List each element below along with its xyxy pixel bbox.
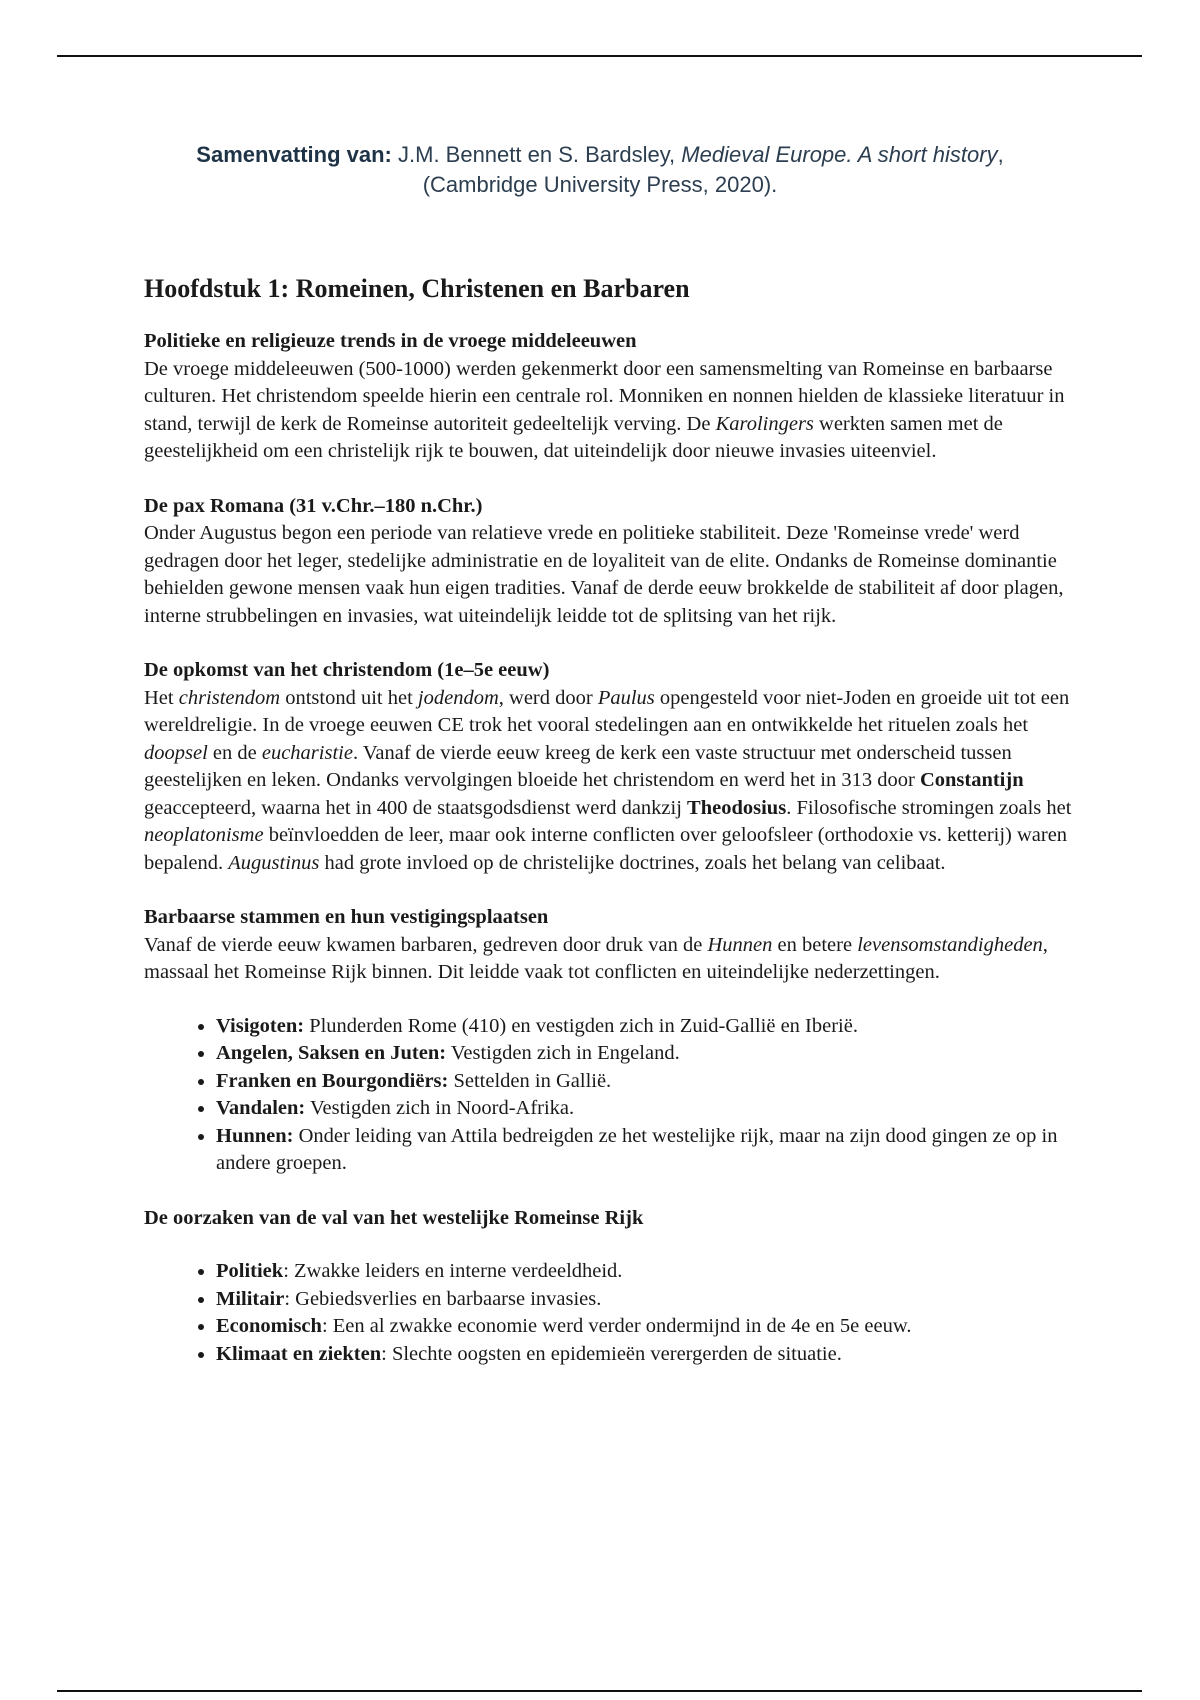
- text-run: : Een al zwakke economie werd verder ondermijnd in de 4e en 5e eeuw.: [321, 1315, 912, 1337]
- list-item: [216, 1341, 1074, 1369]
- text-run: Vanaf de vierde eeuw kwamen barbaren, gedreven door druk van de: [144, 933, 708, 956]
- list-item: [216, 1068, 1074, 1096]
- section-barbarian-tribes: [144, 904, 1074, 1178]
- list-item: [216, 1258, 1074, 1286]
- list-item: [216, 1040, 1074, 1068]
- bold-term: Angelen, Saksen en Juten:: [216, 1042, 447, 1064]
- bold-term: Economisch: [216, 1315, 322, 1337]
- list-item: [216, 1095, 1074, 1123]
- text-run: : Gebiedsverlies en barbaarse invasies.: [284, 1287, 602, 1310]
- list-item: [216, 1313, 1074, 1341]
- top-rule: [57, 55, 1142, 57]
- text-run: Onder leiding van Attila bedreigden ze het westelijke rijk, maar na zijn dood gingen ze op in andere groepen.: [216, 1124, 1058, 1174]
- bold-term: Hunnen:: [216, 1124, 294, 1147]
- bold-term: Theodosius: [687, 796, 787, 819]
- italic-term: levensomstandigheden: [857, 933, 1043, 956]
- document-header: [100, 140, 1100, 200]
- italic-term: christendom: [178, 686, 281, 709]
- list-item: [216, 1013, 1074, 1041]
- bold-term: Franken en Bourgondiërs:: [216, 1069, 449, 1092]
- text-run: en de: [207, 741, 262, 764]
- section-heading: Politieke en religieuze trends in de vroege middeleeuwen: [144, 330, 637, 352]
- section-political-trends: [144, 328, 1074, 466]
- bold-term: Visigoten:: [216, 1014, 305, 1037]
- bold-term: Klimaat en ziekten: [216, 1342, 382, 1365]
- section-heading: Barbaarse stammen en hun vestigingsplaatsen: [144, 906, 549, 928]
- text-run: geaccepteerd, waarna het in 400 de staatsgodsdienst werd dankzij: [144, 796, 688, 819]
- section-pax-romana: [144, 493, 1074, 631]
- bold-term: Constantijn: [919, 769, 1024, 791]
- title-comma: ,: [997, 142, 1004, 167]
- text-run: : Slechte oogsten en epidemieën verergerden de situatie.: [381, 1342, 842, 1365]
- book-title: Medieval Europe. A short history: [681, 142, 998, 167]
- bold-term: Vandalen:: [216, 1097, 306, 1119]
- section-fall-causes: [144, 1205, 1074, 1369]
- text-run: , werd door: [498, 686, 598, 709]
- text-run: beïnvloedden de leer, maar ook interne conflicten over geloofsleer (orthodoxie vs. ketterij) waren bepalend.: [144, 824, 1068, 874]
- text-run: Het: [144, 686, 179, 709]
- text-run: Settelden in Gallië.: [448, 1069, 612, 1092]
- causes-list: [144, 1258, 1074, 1368]
- text-run: en betere: [772, 933, 858, 956]
- italic-term: doopsel: [144, 741, 208, 764]
- bold-term: Politiek: [216, 1260, 284, 1282]
- italic-term: Paulus: [597, 686, 655, 709]
- section-heading: De oorzaken van de val van het westelijke Romeinse Rijk: [144, 1206, 644, 1229]
- bottom-rule: [57, 1690, 1142, 1692]
- section-heading: De opkomst van het christendom (1e–5e eeuw): [144, 659, 550, 681]
- text-run: Vestigden zich in Engeland.: [446, 1042, 680, 1064]
- text-run: opengesteld voor niet-Joden en groeide uit tot een wereldreligie. In de vroege eeuwen CE trok het vooral stedelingen aan en ontwikkelde het rituelen zoals het: [144, 686, 1070, 736]
- section-paragraph: [144, 932, 1074, 987]
- section-paragraph: Onder Augustus begon een periode van relatieve vrede en politieke stabiliteit. Deze 'Romeinse vrede' werd gedragen door het leger, stedelijke administratie en de loyaliteit van de elite. Ondanks de Romeinse dominantie behielden gewone mensen vaak hun eigen tradities. Vanaf de derde eeuw brokkelde de stabiliteit af door plagen, interne strubbelingen en invasies, wat uiteindelijk leidde tot de splitsing van het rijk.: [144, 522, 1064, 627]
- list-item: [216, 1123, 1074, 1178]
- text-run: : Zwakke leiders en interne verdeeldheid.: [283, 1260, 623, 1282]
- summary-label: Samenvatting van:: [196, 142, 392, 167]
- text-run: De vroege middeleeuwen (500-1000) werden gekenmerkt door een samensmelting van Romeinse en barbaarse culturen. Het christendom speelde hierin een centrale rol. Monniken en nonnen hielden de klassieke literatuur in stand, terwijl de kerk de Romeinse autoriteit gedeeltelijk verving. De: [144, 357, 1065, 435]
- italic-term: neoplatonisme: [144, 824, 264, 846]
- document-body: [144, 272, 1074, 1395]
- chapter-title: Hoofdstuk 1: Romeinen, Christenen en Barbaren: [144, 274, 690, 303]
- tribes-list: [144, 1013, 1074, 1178]
- section-paragraph: [144, 356, 1074, 466]
- text-run: , massaal het Romeinse Rijk binnen. Dit leidde vaak tot conflicten en uiteindelijke nederzettingen.: [144, 933, 1048, 983]
- text-run: . Filosofische stromingen zoals het: [786, 796, 1072, 819]
- publisher: (Cambridge University Press, 2020).: [422, 172, 778, 197]
- italic-term: Augustinus: [228, 851, 320, 874]
- italic-term: Karolingers: [715, 412, 814, 435]
- section-heading: De pax Romana (31 v.Chr.–180 n.Chr.): [144, 494, 483, 517]
- italic-term: Hunnen: [707, 933, 773, 956]
- section-christianity: [144, 657, 1074, 877]
- section-paragraph: [144, 685, 1074, 878]
- text-run: Vestigden zich in Noord-Afrika.: [305, 1097, 575, 1119]
- authors: J.M. Bennett en S. Bardsley,: [391, 142, 682, 167]
- list-item: [216, 1286, 1074, 1314]
- italic-term: jodendom: [417, 686, 499, 709]
- text-run: werkten samen met de geestelijkheid om een christelijk rijk te bouwen, dat uiteindelijk door nieuwe invasies uiteenviel.: [144, 412, 1003, 462]
- text-run: . Vanaf de vierde eeuw kreeg de kerk een vaste structuur met onderscheid tussen geestelijken en leken. Ondanks vervolgingen bloeide het christendom en werd het in 313 door: [144, 741, 1012, 791]
- italic-term: eucharistie: [261, 741, 353, 764]
- text-run: Plunderden Rome (410) en vestigden zich in Zuid-Gallië en Iberië.: [304, 1014, 858, 1037]
- bold-term: Militair: [216, 1287, 285, 1310]
- text-run: had grote invloed op de christelijke doctrines, zoals het belang van celibaat.: [319, 851, 946, 874]
- text-run: ontstond uit het: [280, 686, 418, 709]
